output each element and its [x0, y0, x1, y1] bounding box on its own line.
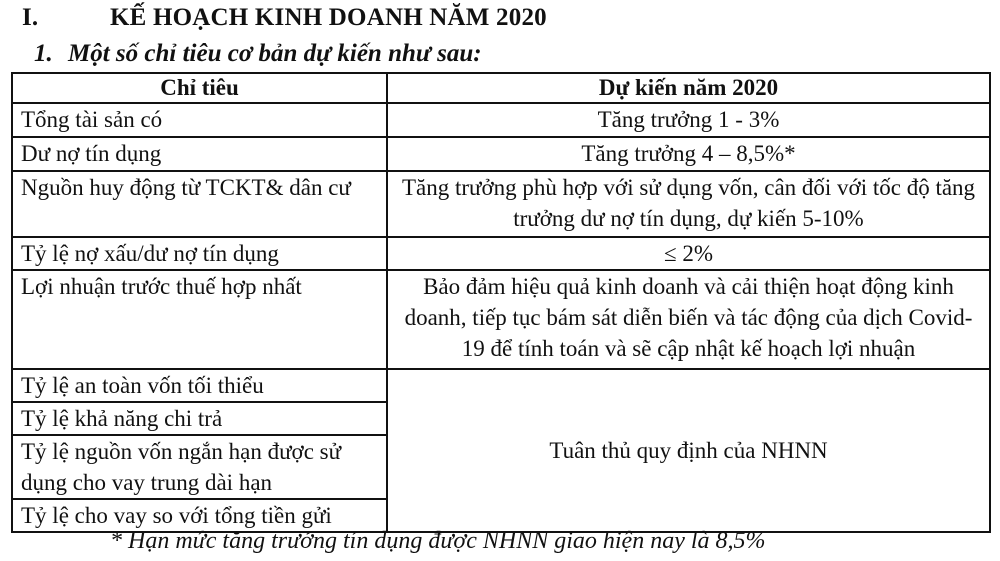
subsection-number: 1.	[34, 40, 53, 67]
indicator-cell: Tỷ lệ an toàn vốn tối thiểu	[12, 369, 387, 402]
indicator-cell: Tỷ lệ cho vay so với tổng tiền gửi	[12, 499, 387, 532]
business-plan-table	[11, 72, 991, 533]
plan-cell: Tăng trưởng 1 - 3%	[387, 103, 990, 137]
subsection-title: Một số chỉ tiêu cơ bản dự kiến như sau:	[68, 40, 482, 67]
table-header-row	[12, 73, 990, 103]
table-row	[12, 237, 990, 270]
indicator-cell: Nguồn huy động từ TCKT& dân cư	[12, 171, 387, 237]
plan-cell: Tăng trưởng phù hợp với sử dụng vốn, cân đối với tốc độ tăng trưởng dư nợ tín dụng, dự kiến 5-10%	[387, 171, 990, 237]
plan-cell: ≤ 2%	[387, 237, 990, 270]
subsection-heading	[34, 40, 482, 68]
header-indicator: Chỉ tiêu	[12, 73, 387, 103]
section-heading	[22, 4, 547, 32]
header-plan: Dự kiến năm 2020	[387, 73, 990, 103]
indicator-cell: Tổng tài sản có	[12, 103, 387, 137]
indicator-cell: Tỷ lệ khả năng chi trả	[12, 402, 387, 435]
section-title: KẾ HOẠCH KINH DOANH NĂM 2020	[110, 4, 547, 31]
merged-plan-cell: Tuân thủ quy định của NHNN	[387, 369, 990, 532]
table-row	[12, 171, 990, 237]
section-number: I.	[22, 4, 39, 31]
table-row	[12, 270, 990, 369]
indicator-cell: Tỷ lệ nguồn vốn ngắn hạn được sử dụng cho vay trung dài hạn	[12, 435, 387, 499]
indicator-cell: Dư nợ tín dụng	[12, 137, 387, 171]
plan-cell: Bảo đảm hiệu quả kinh doanh và cải thiện hoạt động kinh doanh, tiếp tục bám sát diễn biến và tác động của dịch Covid-19 để tính toán và sẽ cập nhật kế hoạch lợi nhuận	[387, 270, 990, 369]
footnote: * Hạn mức tăng trưởng tín dụng được NHNN giao hiện nay là 8,5%	[110, 528, 766, 554]
table-row	[12, 137, 990, 171]
table-row	[12, 103, 990, 137]
table-row	[12, 369, 990, 402]
indicator-cell: Lợi nhuận trước thuế hợp nhất	[12, 270, 387, 369]
indicator-cell: Tỷ lệ nợ xấu/dư nợ tín dụng	[12, 237, 387, 270]
plan-cell: Tăng trưởng 4 – 8,5%*	[387, 137, 990, 171]
